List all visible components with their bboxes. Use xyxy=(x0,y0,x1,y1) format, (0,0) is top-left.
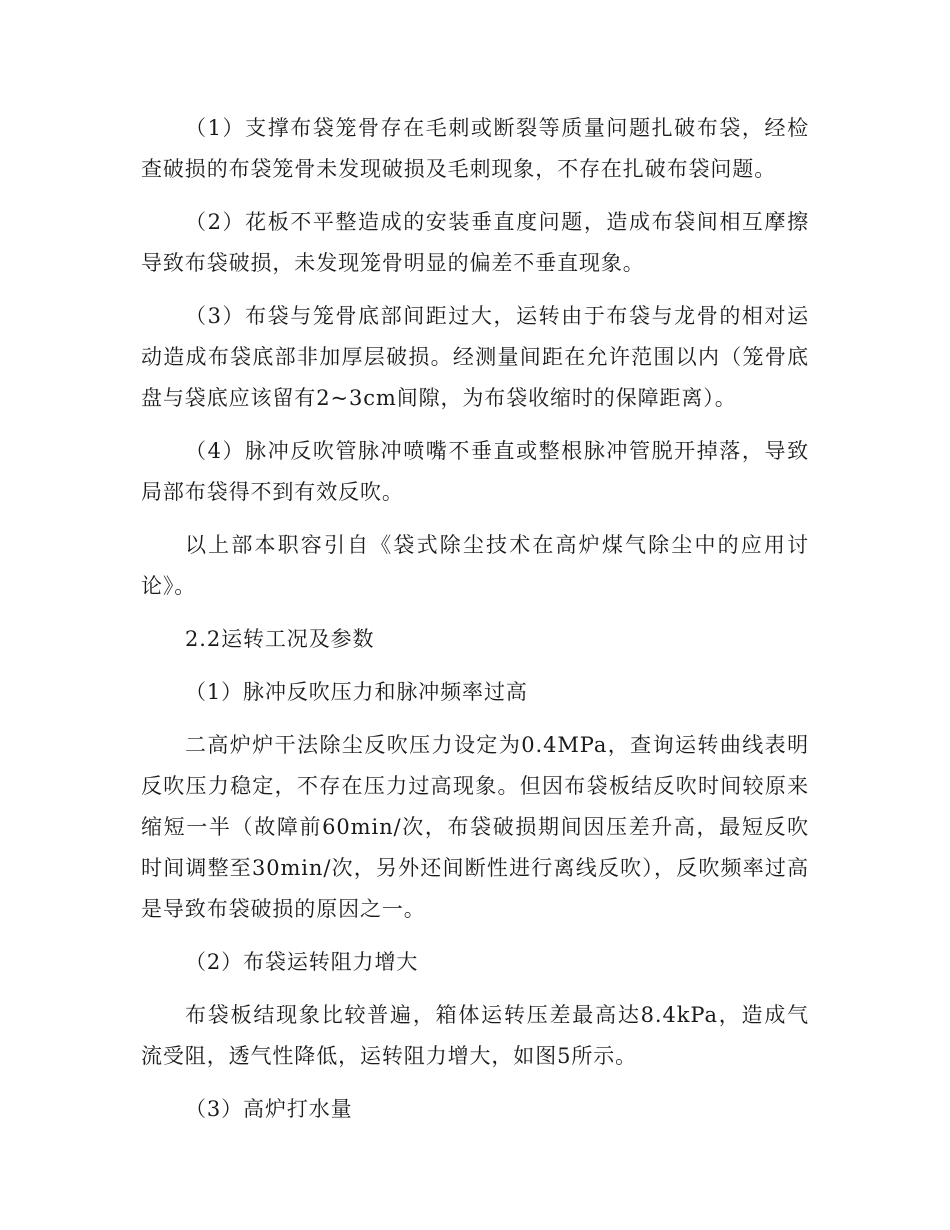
paragraph-cage-burr: （1）支撑布袋笼骨存在毛刺或断裂等质量问题扎破布袋，经检查破损的布袋笼骨未发现破损及毛刺现象，不存在扎破布袋问题。 xyxy=(141,116,809,181)
paragraph-citation: 以上部本职容引自《袋式除尘技术在高炉煤气除尘中的应用讨论》。 xyxy=(141,533,809,598)
paragraph-resistance: 布袋板结现象比较普遍，箱体运转压差最高达8.4kPa，造成气流受阻，透气性降低，运转阻力增大，如图5所示。 xyxy=(141,1003,809,1068)
subheading-resistance: （2）布袋运转阻力增大 xyxy=(185,950,419,974)
section-heading: 2.2运转工况及参数 xyxy=(185,627,375,651)
subheading-water-spray: （3）高炉打水量 xyxy=(185,1097,353,1121)
paragraph-bottom-gap: （3）布袋与笼骨底部间距过大，运转由于布袋与龙骨的相对运动造成布袋底部非加厚层破损。经测量间距在允许范围以内（笼骨底盘与袋底应该留有2~3cm间隙，为布袋收缩时的保障距离）。 xyxy=(141,304,809,410)
paragraph-pulse-nozzle: （4）脉冲反吹管脉冲喷嘴不垂直或整根脉冲管脱开掉落，导致局部布袋得不到有效反吹。 xyxy=(141,439,809,504)
subheading-pulse-pressure: （1）脉冲反吹压力和脉冲频率过高 xyxy=(185,680,528,704)
paragraph-pulse-pressure: 二高炉炉干法除尘反吹压力设定为0.4MPa，查询运转曲线表明反吹压力稳定，不存在压力过高现象。但因布袋板结反吹时间较原来缩短一半（故障前60min/次，布袋破损期间因压差升高，最短反吹时间调整至30min/次，另外还间断性进行离线反吹），反吹频率过高是导致布袋破损的原因之一。 xyxy=(141,733,809,921)
document-body xyxy=(141,108,809,1142)
paragraph-plate-flatness: （2）花板不平整造成的安装垂直度问题，造成布袋间相互摩擦导致布袋破损，未发现笼骨明显的偏差不垂直现象。 xyxy=(141,210,809,275)
